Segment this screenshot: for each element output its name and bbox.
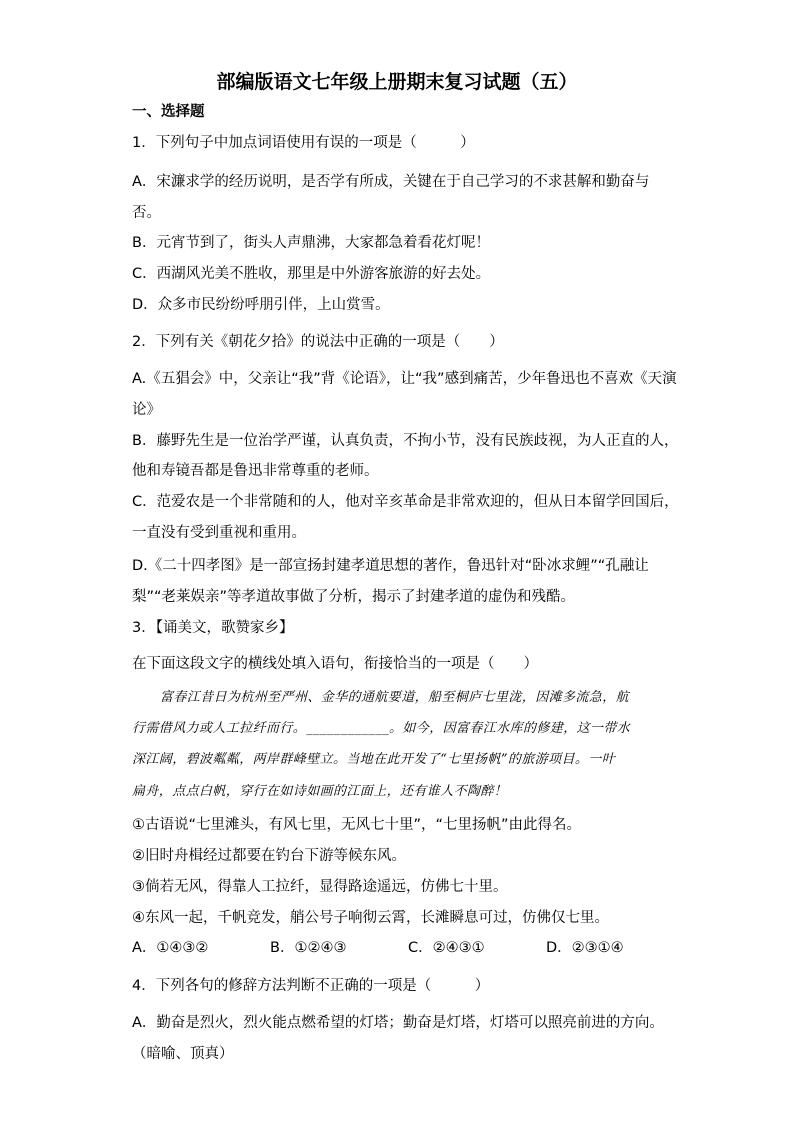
q3-option-a: A．①④③② [132,940,209,956]
q3-option-b: B．①②④③ [270,940,347,956]
q1-option-a: A．宋濂求学的经历说明，是否学有所成，关键在于自己学习的不求甚解和勤奋与 [132,174,650,190]
q4-option-a: A．勤奋是烈火，烈火能点燃希望的灯塔；勤奋是灯塔，灯塔可以照亮前进的方向。 [132,1015,664,1031]
q1-option-a-cont: 否。 [132,205,161,221]
q3-sentence-2: ②旧时舟楫经过都要在钓台下游等候东风。 [132,848,406,864]
q3-option-c: C．②④③① [408,940,485,956]
q2-option-a: A.《五猖会》中，父亲让“我”背《论语》，让“我”感到痛苦，少年鲁迅也不喜欢《天演 [132,371,677,387]
q3-passage-line-4: 扁舟，点点白帆，穿行在如诗如画的江面上，还有谁人不陶醉！ [132,784,508,799]
q3-stem: 3．【诵美文，歌赞家乡】 [132,620,294,636]
q2-stem: 2．下列有关《朝花夕拾》的说法中正确的一项是（ ） [132,334,504,350]
page-title: 部编版语文七年级上册期末复习试题（五） [216,71,578,93]
q2-option-a-cont: 论》 [132,402,161,418]
q3-passage-line-3: 深江阔，碧波粼粼，两岸群峰壁立。当地在此开发了“七里扬帆”的旅游项目。一叶 [132,752,616,767]
q3-sentence-1: ①古语说“七里滩头，有风七里，无风七十里”，“七里扬帆”由此得名。 [132,817,582,833]
q4-stem: 4．下列各句的修辞方法判断不正确的一项是（ ） [132,978,490,994]
q3-sentence-3: ③倘若无风，得靠人工拉纤，显得路途遥远，仿佛七十里。 [132,879,508,895]
q4-option-a-note: （暗喻、顶真） [132,1046,234,1062]
q1-option-b: B．元宵节到了，街头人声鼎沸，大家都急着看花灯呢！ [132,235,490,251]
q2-option-b: B．藤野先生是一位治学严谨，认真负责，不拘小节，没有民族歧视，为人正直的人， [132,433,679,449]
q3-passage-line-2: 行需借风力或人工拉纤而行。____________。如今，因富春江水库的修建，这一带水 [132,721,631,736]
q3-sentence-4: ④东风一起，千帆竞发，艄公号子响彻云霄，长滩瞬息可过，仿佛仅七里。 [132,910,609,926]
q2-option-c-cont: 一直没有受到重视和重用。 [132,525,306,541]
q2-option-d: D.《二十四孝图》是一部宣扬封建孝道思想的著作，鲁迅针对“卧冰求鲤”“孔融让 [132,558,649,574]
q2-option-d-cont: 梨”“老莱娱亲”等孝道故事做了分析，揭示了封建孝道的虚伪和残酷。 [132,589,576,605]
q1-option-c: C．西湖风光美不胜收，那里是中外游客旅游的好去处。 [132,266,491,282]
q3-instruction: 在下面这段文字的横线处填入语句，衔接恰当的一项是（ ） [132,656,538,672]
q3-option-d: D．②③①④ [546,940,624,956]
section-heading: 一、选择题 [132,104,205,120]
q2-option-b-cont: 他和寿镜吾都是鲁迅非常尊重的老师。 [132,463,379,479]
q2-option-c: C．范爱农是一个非常随和的人，他对辛亥革命是非常欢迎的，但从日本留学回国后， [132,494,679,510]
q1-option-d: D．众多市民纷纷呼朋引伴，上山赏雪。 [132,297,390,313]
q1-stem: 1．下列句子中加点词语使用有误的一项是（ ） [132,135,475,151]
q3-passage-line-1: 富春江昔日为杭州至严州、金华的通航要道，船至桐庐七里泷，因滩多流急，航 [160,690,630,705]
